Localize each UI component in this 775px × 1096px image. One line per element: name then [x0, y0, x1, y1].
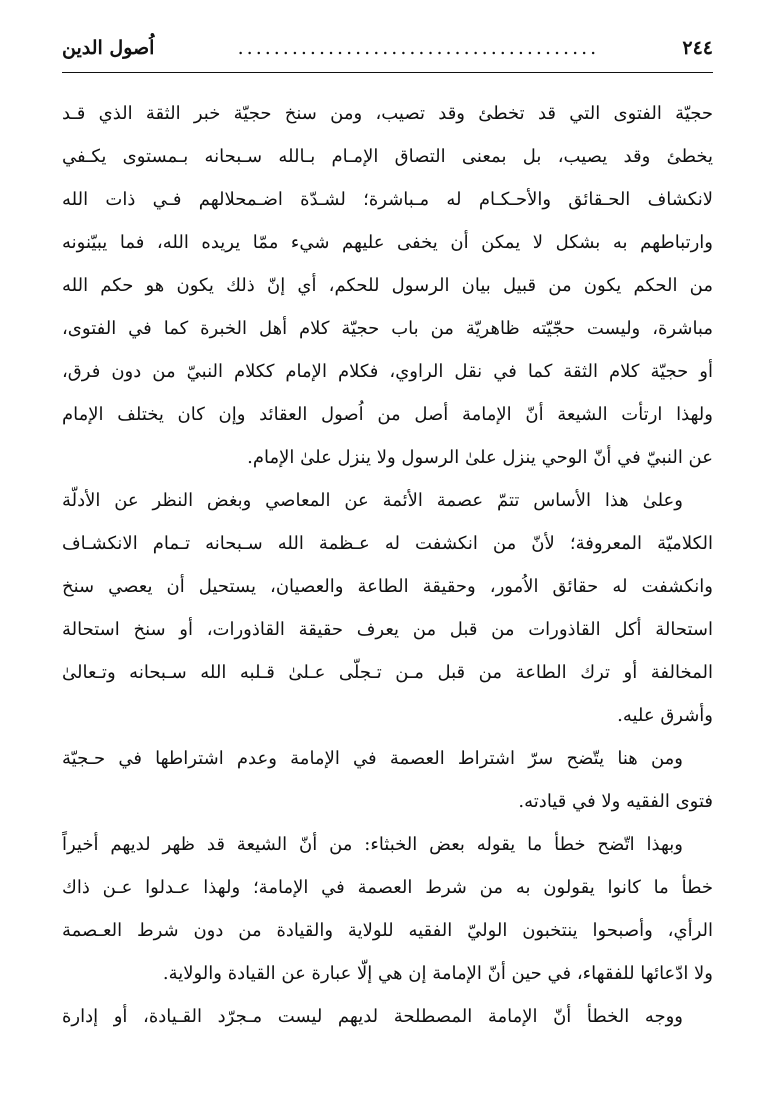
text-line: مباشرة، وليست حجّيّته ظاهريّة من باب حجيّة كلام أهل الخبرة كما في الفتوى، [62, 318, 713, 339]
paragraph [62, 92, 713, 479]
text-line: وعلىٰ هذا الأساس تتمّ عصمة الأئمة عن المعاصي وبغض النظر عن الأدلّة [62, 490, 683, 511]
text-line: لانكشاف الحـقائق والأحـكـام له مـباشرة؛ لشـدّة اضـمحلالهم فـي ذات الله [62, 189, 713, 210]
header-leader-dots: ........................................ [237, 37, 600, 59]
paragraph [62, 737, 713, 823]
text-line: من الحكم يكون من قبيل بيان الرسول للحكم، أي إنّ ذلك يكون هو حكم الله [62, 275, 713, 296]
text-line: الرأي، وأصبحوا ينتخبون الوليّ الفقيه للولاية والقيادة من دون شرط العـصمة [62, 920, 713, 941]
text-line: حجيّة الفتوى التي قد تخطئ وقد تصيب، ومن سنخ حجيّة خبر الثقة الذي قـد [62, 103, 713, 124]
text-line: المخالفة أو ترك الطاعة من قبل مـن تـجلّى عـلىٰ قـلبه الله سـبحانه وتـعالىٰ [62, 662, 713, 683]
paragraph [62, 823, 713, 995]
text-line: وارتباطهم به بشكل لا يمكن أن يخفى عليهم شيء ممّا يريده الله، فما يبيّنونه [62, 232, 713, 253]
text-line: الكلاميّة المعروفة؛ لأنّ من انكشفت له عـظمة الله سـبحانه تـمام الانكشـاف [62, 533, 713, 554]
running-header [62, 30, 713, 66]
text-line: وأشرق عليه. [617, 705, 713, 726]
text-line: خطأ ما كانوا يقولون به من شرط العصمة في الإمامة؛ ولهذا عـدلوا عـن ذاك [62, 877, 713, 898]
text-line: يخطئ وقد يصيب، بل بمعنى التصاق الإمـام بـالله سـبحانه بـمستوى يكـفي [62, 146, 713, 167]
text-line: فتوى الفقيه ولا في قيادته. [518, 791, 713, 812]
text-line: أو حجيّة كلام الثقة كما في نقل الراوي، فكلام الإمام ككلام النبيّ من دون فرق، [62, 361, 713, 382]
text-line: ولا ادّعائها للفقهاء، في حين أنّ الإمامة إن هي إلّا عبارة عن القيادة والولاية. [162, 963, 713, 984]
body-text [62, 92, 713, 1082]
text-line: وانكشفت له حقائق الاُمور، وحقيقة الطاعة والعصيان، يستحيل أن يعصي سنخ [62, 576, 713, 597]
text-line: ومن هنا يتّضح سرّ اشتراط العصمة في الإمامة وعدم اشتراطها في حـجيّة [62, 748, 683, 769]
text-line: ووجه الخطأ أنّ الإمامة المصطلحة لديهم ليست مـجرّد القـيادة، أو إدارة [62, 1006, 683, 1027]
header-rule [62, 72, 713, 73]
page-number: ٢٤٤ [682, 37, 713, 59]
book-title: اُصول الدين [62, 37, 155, 59]
text-line: عن النبيّ في أنّ الوحي ينزل علىٰ الرسول ولا ينزل علىٰ الإمام. [247, 447, 713, 468]
text-line: استحالة أكل القاذورات من قبل من يعرف حقيقة القاذورات، أو سنخ استحالة [62, 619, 713, 640]
text-line: وبهذا اتّضح خطأ ما يقوله بعض الخبثاء: من أنّ الشيعة قد ظهر لديهم أخيراً [62, 834, 683, 855]
paragraph [62, 995, 713, 1038]
text-line: ولهذا ارتأت الشيعة أنّ الإمامة أصل من اُصول العقائد وإن كان يختلف الإمام [62, 404, 713, 425]
paragraph [62, 479, 713, 737]
